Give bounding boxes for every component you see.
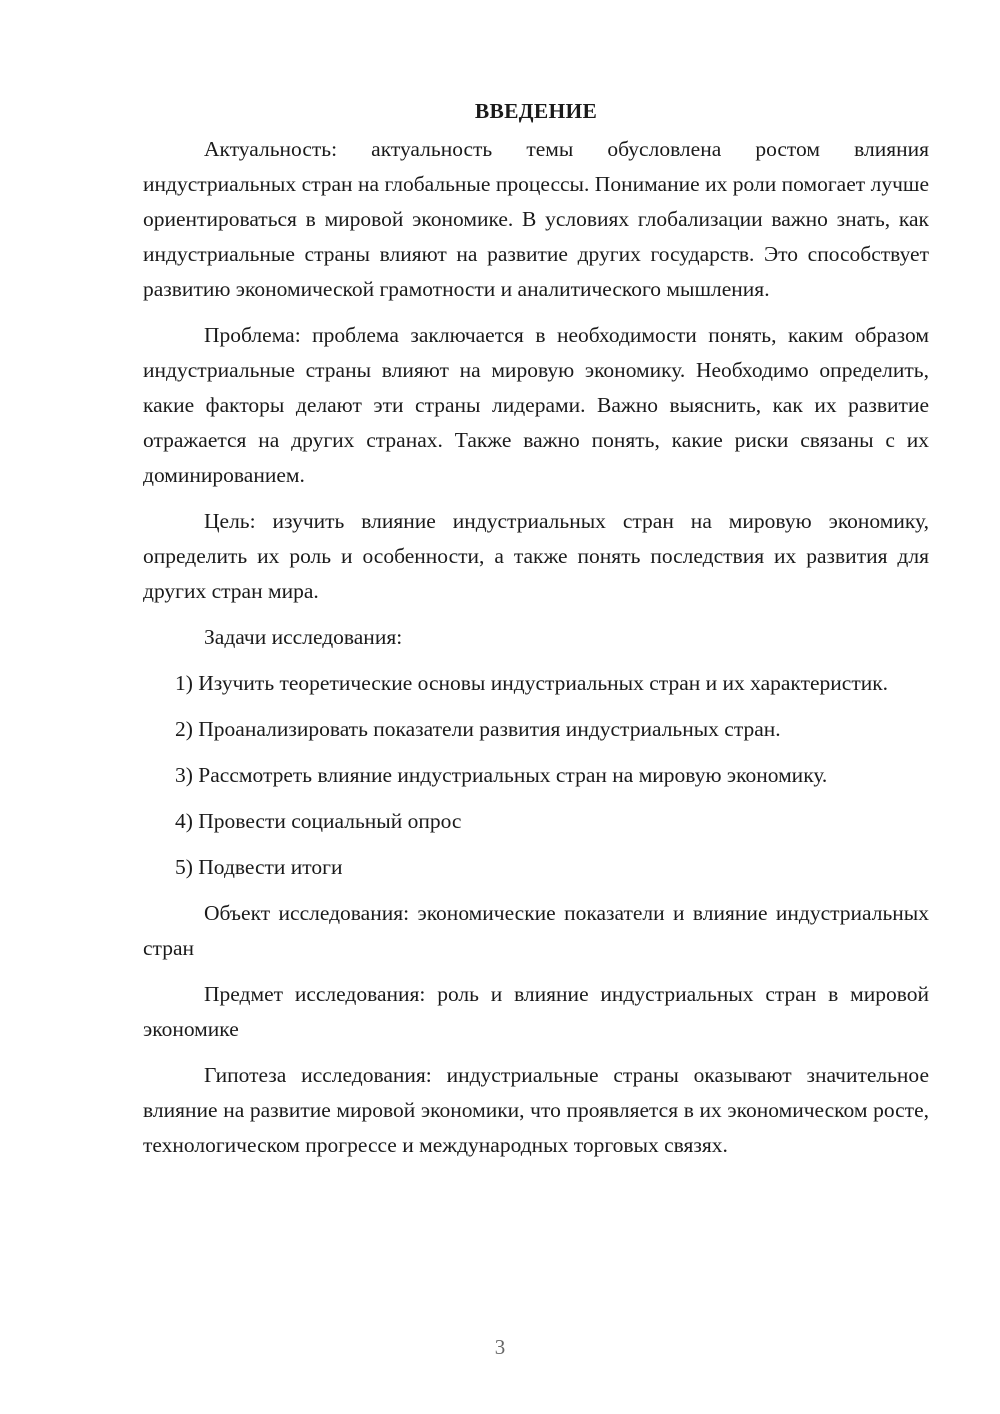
task-item-5: 5) Подвести итоги	[175, 855, 343, 879]
task-item-4: 4) Провести социальный опрос	[175, 809, 462, 833]
section-title: ВВЕДЕНИЕ	[474, 99, 598, 123]
page-number: 3	[494, 1335, 506, 1359]
task-item-1: 1) Изучить теоретические основы индустриальных стран и их характеристик.	[175, 671, 889, 695]
problem-paragraph: Проблема: проблема заключается в необходимости понять, каким образом индустриальные страны влияют на мировую экономику. Необходимо определить, какие факторы делают эти страны лидерами. Важно выяснить, как их развитие отражается на других странах. Также важно понять, какие риски связаны с их доминированием.	[143, 323, 929, 487]
research-object-paragraph: Объект исследования: экономические показатели и влияние индустриальных стран	[143, 901, 929, 960]
goal-paragraph: Цель: изучить влияние индустриальных стран на мировую экономику, определить их роль и особенности, а также понять последствия их развития для других стран мира.	[143, 509, 929, 603]
hypothesis-paragraph: Гипотеза исследования: индустриальные страны оказывают значительное влияние на развитие мировой экономики, что проявляется в их экономическом росте, технологическом прогрессе и международных торговых связях.	[143, 1063, 929, 1157]
relevance-paragraph: Актуальность: актуальность темы обусловлена ростом влияния индустриальных стран на глобальные процессы. Понимание их роли помогает лучше ориентироваться в мировой экономике. В условиях глобализации важно знать, как индустриальные страны влияют на развитие других государств. Это способствует развитию экономической грамотности и аналитического мышления.	[143, 137, 929, 301]
task-item-2: 2) Проанализировать показатели развития индустриальных стран.	[175, 717, 781, 741]
research-subject-paragraph: Предмет исследования: роль и влияние индустриальных стран в мировой экономике	[143, 982, 929, 1041]
page-content	[143, 96, 929, 1174]
task-item-3: 3) Рассмотреть влияние индустриальных стран на мировую экономику.	[175, 763, 828, 787]
tasks-heading: Задачи исследования:	[204, 625, 403, 649]
